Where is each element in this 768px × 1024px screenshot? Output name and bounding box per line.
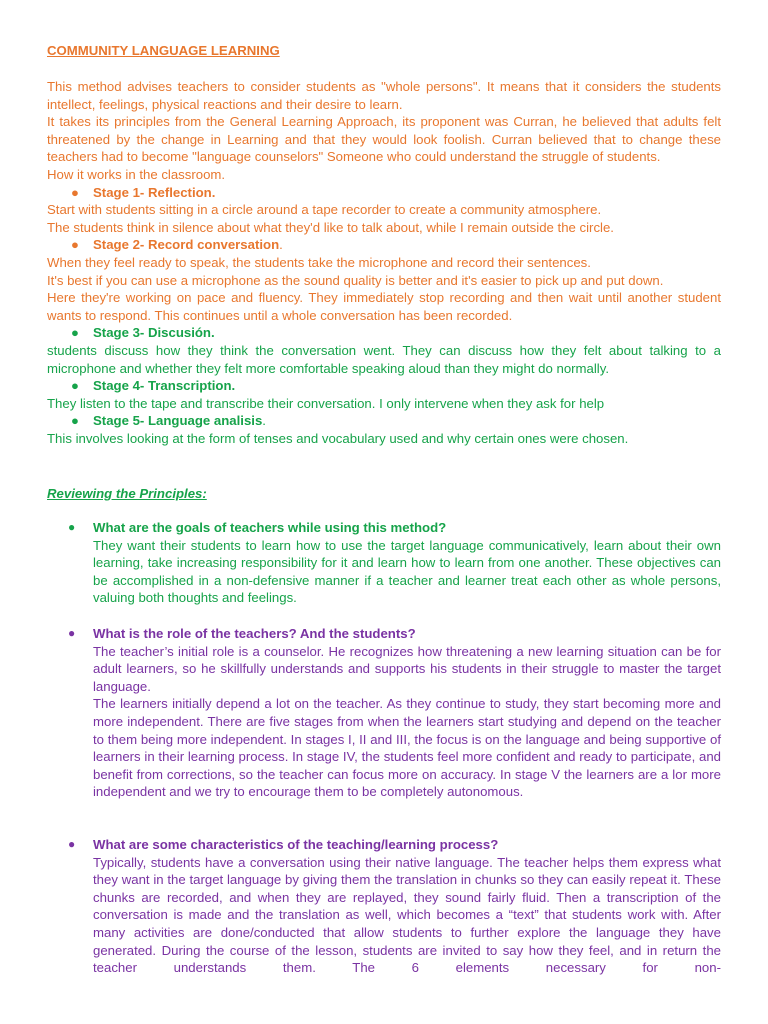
section-heading: Reviewing the Principles:: [47, 486, 207, 501]
stage-heading: ● Stage 5- Language analisis.: [71, 413, 266, 429]
stage-title: Stage 2- Record conversation: [93, 237, 280, 253]
answer-paragraph: The teacher’s initial role is a counselor. He recognizes how threatening a new learning situation can be for adult learners, so he skillfully understands and supports his students in their struggle to master the target language.: [93, 643, 721, 694]
stage-heading: [47, 324, 721, 342]
question-title: What are some characteristics of the teaching/learning process?: [93, 837, 499, 852]
question-title: What is the role of the teachers? And the students?: [93, 626, 416, 641]
stage-title: Stage 3- Discusión.: [93, 325, 215, 341]
answer-paragraph: They want their students to learn how to use the target language communicatively, learn about their own learning, take increasing responsibility for it and learn how to learn from one another. These objectives can be accomplished in a non-defensive manner if a teacher and learner treat each other as whole persons, valuing both thoughts and feelings.: [93, 537, 721, 606]
bullet-icon: ●: [71, 237, 79, 253]
answer-paragraph: Typically, students have a conversation using their native language. The teacher helps them express what they want in the target language by giving them the translation in chunks so they can easily repeat it. These chunks are recorded, and when they are replayed, they sound fairly fluid. Then a transcription of the conversation is made and the translation as well, which becomes a “text” that students work with. After many activities are done/conducted that allow students to further explore the language they have generated. During the course of the lesson, students are invited to say how they feel, and in return the teacher understands them. The 6 elements necessary for non-: [93, 854, 721, 976]
stage-text: Here they're working on pace and fluency. They immediately stop recording and then wait until another student wants to respond. This continues until a whole conversation has been recorded.: [47, 290, 721, 323]
stage-text: This involves looking at the form of tenses and vocabulary used and why certain ones were chosen.: [47, 430, 629, 446]
bullet-icon: ●: [68, 837, 76, 851]
stage-text: students discuss how they think the conversation went. They can discuss how they felt about talking to a microphone and whether they felt more comfortable speaking aloud than they might do normally.: [47, 342, 721, 376]
question-item: [47, 836, 721, 977]
stage-text: Start with students sitting in a circle around a tape recorder to create a community atmosphere.: [47, 202, 602, 218]
stage-text: When they feel ready to speak, the students take the microphone and record their sentences.: [47, 254, 591, 270]
stage-title: Stage 4- Transcription.: [93, 378, 236, 394]
stage-heading: ● Stage 2- Record conversation.: [71, 237, 283, 253]
stage-text: It's best if you can use a microphone as the sound quality is better and it's easier to pick up and put down.: [47, 272, 664, 288]
question-item: [47, 519, 721, 607]
bullet-icon: ●: [71, 325, 79, 341]
intro-section: [47, 78, 721, 447]
question-item: [47, 625, 721, 801]
bullet-icon: ●: [68, 626, 76, 640]
stage-text: They listen to the tape and transcribe their conversation. I only intervene when they ask for help: [47, 395, 605, 411]
stage-text: The students think in silence about what they'd like to talk about, while I remain outside the circle.: [47, 219, 614, 235]
stage-heading: [47, 184, 721, 202]
intro-paragraph: This method advises teachers to consider students as "whole persons". It means that it considers the students intellect, feelings, physical reactions and their desire to learn.: [47, 79, 721, 112]
answer-paragraph: The learners initially depend a lot on the teacher. As they continue to study, they start becoming more and more independent. There are five stages from when the learners start studying and depend on the teacher to them being more independent. In stages I, II and III, the focus is on the language and being supportive of learners in their learning process. In stage IV, the students feel more confident and ready to participate, and benefit from corrections, so the teacher can focus more on accuracy. In stage V the learners are a lor more independent and we try to encourage them to be completely autonomous.: [93, 696, 721, 800]
document-title: COMMUNITY LANGUAGE LEARNING: [47, 43, 280, 58]
bullet-icon: ●: [71, 184, 79, 200]
stage-title: Stage 5- Language analisis: [93, 413, 263, 429]
bullet-icon: ●: [71, 378, 79, 394]
intro-paragraph: It takes its principles from the General Learning Approach, its proponent was Curran, he believed that adults felt threatened by the change in Learning and that they would look foolish. Curran believed that to change these teachers had to become "language counselors" Someone who could understand the struggle of students.: [47, 114, 721, 165]
stage-heading: [47, 377, 721, 395]
bullet-icon: ●: [71, 413, 79, 429]
intro-paragraph: How it works in the classroom.: [47, 166, 226, 182]
bullet-icon: ●: [68, 520, 76, 534]
question-title: What are the goals of teachers while using this method?: [93, 520, 447, 535]
stage-title: Stage 1- Reflection.: [93, 184, 216, 200]
